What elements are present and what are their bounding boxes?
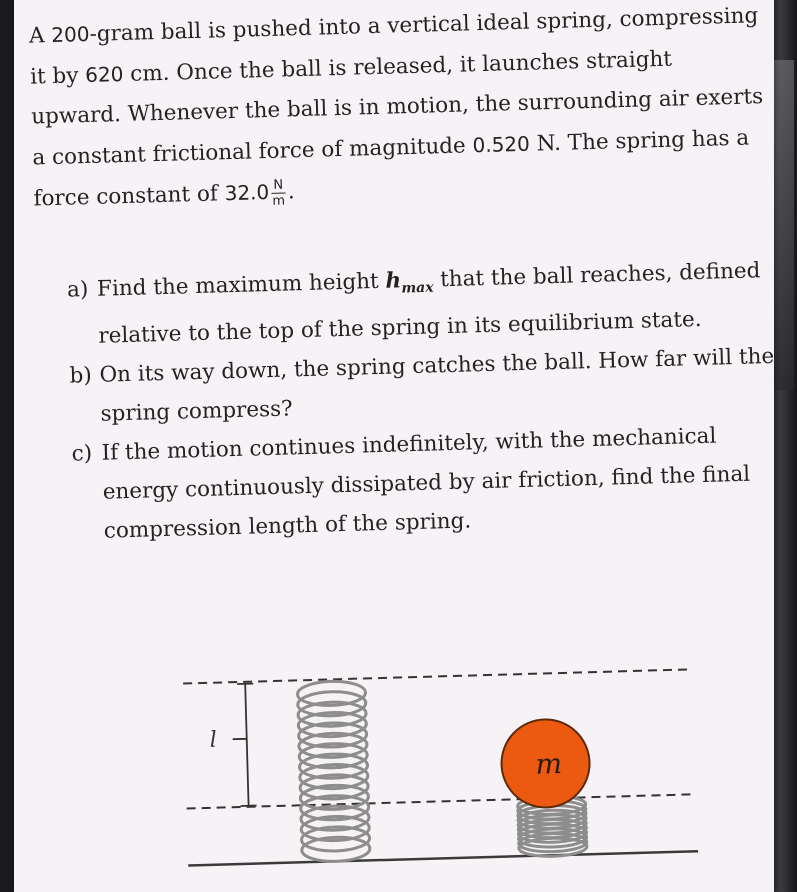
- intro-text-2: -gram ball is pushed into a vertical ideal spring, compressing it by: [29, 3, 759, 90]
- compressed-dashed-line: [187, 794, 697, 808]
- mass-label: m: [535, 747, 563, 781]
- question-c-text: If the motion continues indefinitely, with the mechanical energy continuously dissipated by air friction, find the final compression length of the spring.: [101, 423, 751, 544]
- unit-denominator: m: [272, 193, 286, 209]
- problem-sheet: [14, 0, 774, 892]
- unit-numerator: N: [271, 177, 286, 193]
- question-c-marker: c): [71, 441, 93, 467]
- question-b-marker: b): [69, 363, 93, 389]
- length-bracket: [231, 684, 256, 807]
- monitor-edge-glow: [774, 60, 794, 390]
- h-variable: h: [385, 268, 402, 294]
- max-subscript: max: [401, 279, 434, 297]
- length-label: l: [209, 727, 218, 753]
- force-value: 0.520: [472, 131, 531, 158]
- uncompressed-spring: [297, 680, 370, 862]
- intro-end: .: [287, 179, 296, 205]
- spring-constant-value: 32.0: [224, 179, 270, 206]
- question-a-marker: a): [66, 277, 89, 303]
- mass-value: 200: [51, 21, 90, 47]
- compression-value: 620: [84, 61, 124, 88]
- equilibrium-dashed-line: [183, 669, 693, 683]
- ground-line: [188, 851, 698, 865]
- question-b-text: On its way down, the spring catches the ball. How far will the spring compress?: [99, 344, 774, 428]
- question-a-text-2: that the ball reaches, defined relative to the top of the spring in its equilibrium state.: [98, 258, 761, 350]
- question-a-text-1: Find the maximum height: [96, 268, 386, 302]
- spring-diagram: [14, 0, 774, 892]
- intro-text-3: cm. Once the ball is released, it launches straight upward. Whenever the ball is in motion, the surrounding air exerts a constant frictional force of magnitude: [30, 46, 764, 171]
- problem-content: [14, 0, 774, 892]
- monitor-edge: [770, 0, 797, 892]
- intro-text-1: A: [28, 22, 52, 49]
- intro-text-4: N. The spring has a force constant of: [33, 125, 750, 212]
